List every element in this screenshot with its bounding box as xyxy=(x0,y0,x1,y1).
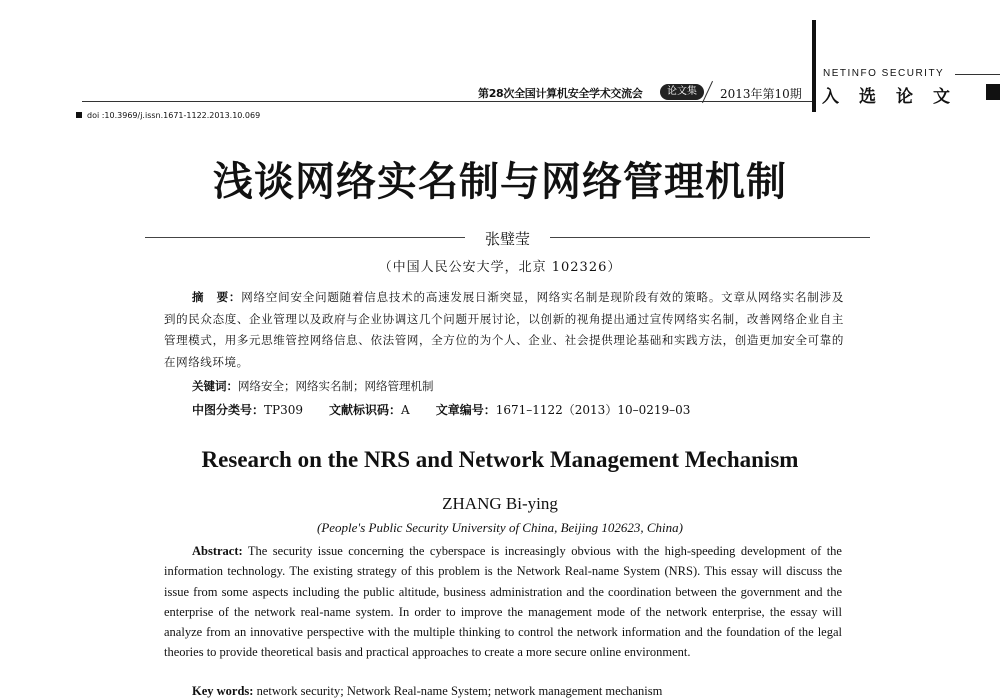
en-abstract-label: Abstract: xyxy=(192,544,243,558)
cn-classification xyxy=(192,401,690,418)
author-rule-right xyxy=(550,237,870,238)
cn-keywords-label: 关键词： xyxy=(192,379,238,393)
cn-affiliation: （中国人民公安大学，北京 102326） xyxy=(378,260,622,275)
column-name: 入选论文 xyxy=(822,87,970,107)
class-label: 中图分类号： xyxy=(192,403,265,417)
doi-bullet-icon xyxy=(76,112,82,118)
doccode-label: 文献标识码： xyxy=(329,403,402,417)
en-author: ZHANG Bi-ying xyxy=(442,494,558,513)
author-rule-left xyxy=(145,237,465,238)
cn-abstract-label: 摘 要： xyxy=(192,290,242,304)
column-marker xyxy=(986,84,1000,100)
en-keywords-label: Key words: xyxy=(192,684,254,698)
cn-keywords-text: 网络安全；网络实名制；网络管理机制 xyxy=(238,379,434,393)
cn-author: 张璧莹 xyxy=(484,230,530,248)
proceedings-badge: 论文集 xyxy=(660,84,704,100)
en-keywords-text: network security; Network Real-name System; network management mechanism xyxy=(256,684,663,698)
doi-text: doi :10.3969/j.issn.1671-1122.2013.10.069 xyxy=(87,111,261,120)
cn-keywords xyxy=(192,378,434,394)
class-value: TP309 xyxy=(264,403,303,417)
doi-line xyxy=(76,111,260,120)
brand-rule xyxy=(955,74,1000,75)
cn-title: 浅谈网络实名制与网络管理机制 xyxy=(213,159,787,205)
conference-name: 第28次全国计算机安全学术交流会 xyxy=(478,87,643,100)
doccode-value: A xyxy=(401,403,410,417)
en-keywords xyxy=(192,684,662,698)
journal-brand: NETINFO SECURITY xyxy=(823,68,945,79)
header-vertical-bar xyxy=(812,20,816,112)
en-affiliation: (People's Public Security University of China, Beijing 102623, China) xyxy=(317,520,683,535)
en-title: Research on the NRS and Network Management Mechanism xyxy=(201,447,799,472)
cn-abstract xyxy=(164,287,844,373)
cn-abstract-text: 网络空间安全问题随着信息技术的高速发展日渐突显，网络实名制是现阶段有效的策略。文章从网络实名制涉及到的民众态度、企业管理以及政府与企业协调这几个问题开展讨论，以创新的视角提出通过宣传网络实名制，改善网络企业自主管理模式，用多元思维管控网络信息、依法管网，全方位的为个人、企业、社会提供理论基础和实践方法，创造更加安全可靠的在网络线环境。 xyxy=(164,290,844,369)
article-value: 1671–1122（2013）10–0219–03 xyxy=(495,403,691,417)
issue-number: 2013年第10期 xyxy=(720,87,802,101)
en-abstract-text: The security issue concerning the cyberspace is increasingly obvious with the high-speeding development of the information technology. The existing strategy of this problem is the Network Real-name System (NRS). This essay will discuss the issue from some aspects including the public altitude, business administration and the coordination between the government and the enterprise of the network real-name system. In order to improve the management mode of the network enterprise, the essay will analyze from an innovative perspective with the multiple thinking to control the network information and the foundation of the legal theories to provide theoretical basis and practical approaches to create a more secure online environment. xyxy=(164,544,842,660)
en-abstract xyxy=(164,541,842,663)
article-label: 文章编号： xyxy=(435,403,496,417)
